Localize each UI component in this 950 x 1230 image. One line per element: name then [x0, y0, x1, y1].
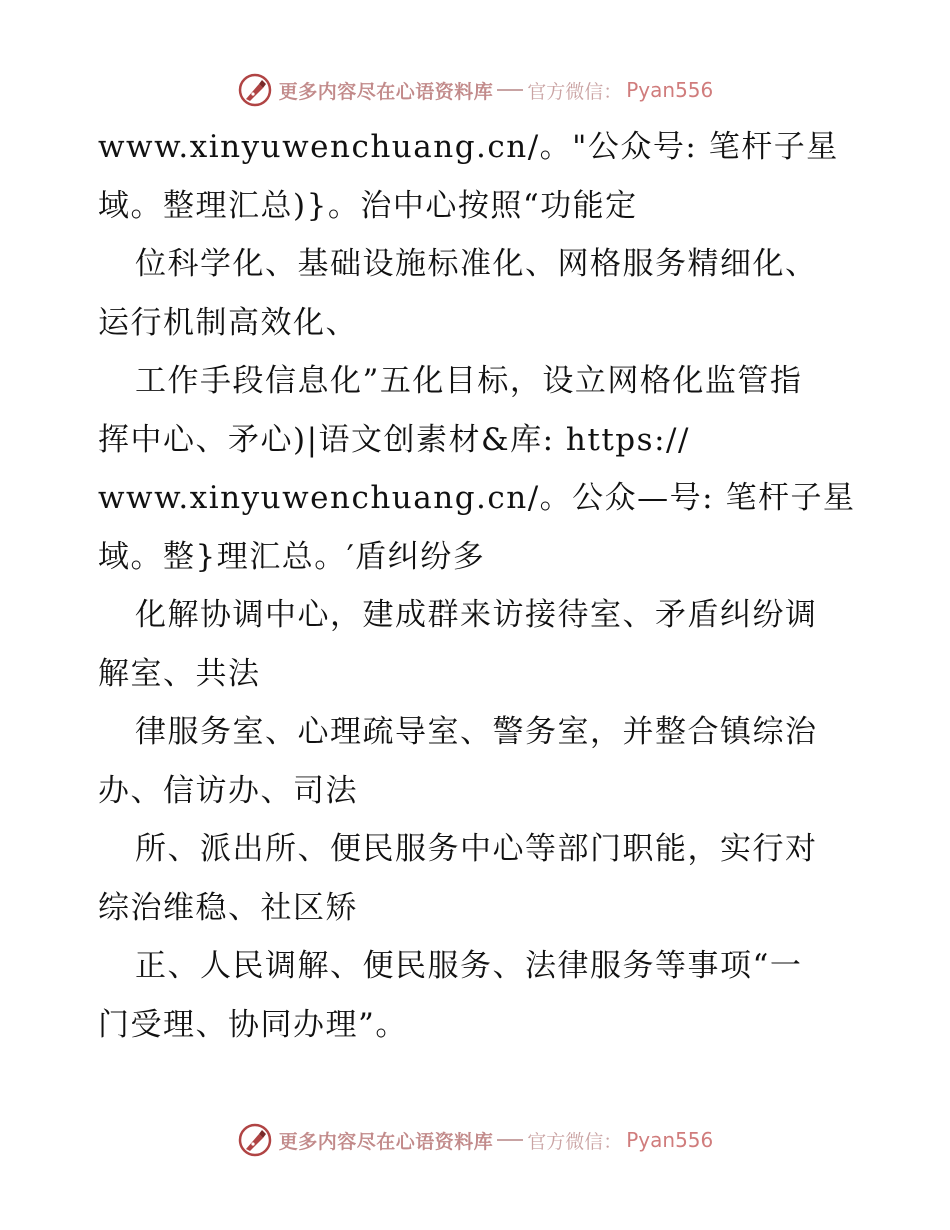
text-line: 工作手段信息化”五化目标，设立网格化监管指: [135, 363, 803, 399]
wechat-label: 官方微信：: [527, 1130, 623, 1153]
header-banner: [0, 70, 950, 110]
text-line: 运行机制高效化、: [98, 304, 358, 341]
banner-dash: [497, 1139, 523, 1141]
text-line: 挥中心、矛心)|语文创素材&库: https://: [98, 421, 690, 458]
text-line: 域。整理汇总)}。治中心按照“功能定: [98, 187, 638, 224]
text-line: 办、信访办、司法: [98, 772, 358, 809]
text-line: 位科学化、基础设施标准化、网格服务精细化、: [135, 246, 818, 282]
banner-text: 更多内容尽在心语资料库: [278, 80, 494, 103]
text-line: 正、人民调解、便民服务、法律服务等事项“一: [135, 948, 803, 984]
footer-banner: [0, 1120, 950, 1160]
wechat-handle: Pyan556: [626, 1128, 714, 1152]
text-line: 综治维稳、社区矫: [98, 889, 358, 926]
text-line: 域。整}理汇总。′盾纠纷多: [98, 538, 486, 575]
document-body: [98, 118, 858, 1054]
text-line: 门受理、协同办理”。: [98, 1006, 408, 1043]
pen-nib-circle-icon: [237, 72, 273, 108]
pen-nib-circle-icon: [237, 1122, 273, 1158]
text-line: www.xinyuwenchuang.cn/。公众—号: 笔杆子星: [98, 480, 856, 516]
wechat-handle: Pyan556: [626, 78, 714, 102]
wechat-label: 官方微信：: [527, 80, 623, 103]
text-line: 所、派出所、便民服务中心等部门职能，实行对: [135, 831, 818, 867]
text-line: 解室、共法: [98, 655, 261, 692]
banner-dash: [497, 89, 523, 91]
banner-text: 更多内容尽在心语资料库: [278, 1130, 494, 1153]
text-line: 化解协调中心，建成群来访接待室、矛盾纠纷调: [135, 597, 818, 633]
text-line: 律服务室、心理疏导室、警务室，并整合镇综治: [135, 714, 818, 750]
text-line: www.xinyuwenchuang.cn/。"公众号: 笔杆子星: [98, 129, 839, 165]
